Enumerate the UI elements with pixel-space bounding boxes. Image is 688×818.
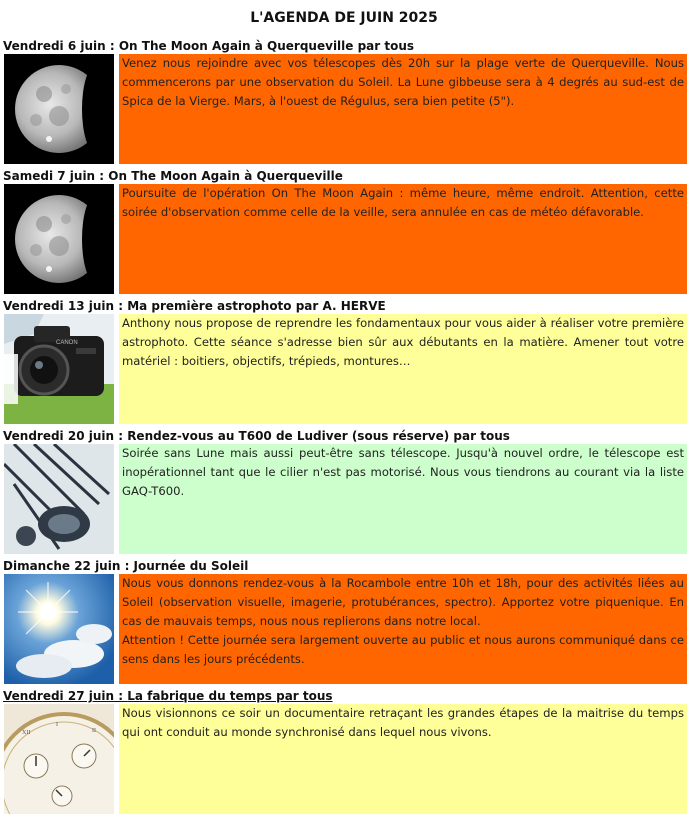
event-heading: Samedi 7 juin : On The Moon Again à Querqueville <box>3 169 343 183</box>
event-heading: Dimanche 22 juin : Journée du Soleil <box>3 559 249 573</box>
event-description-note: Attention ! Cette journée sera largement ouverte au public et nous aurons communiqué dans ce sens dans les jours précédents. <box>122 633 684 666</box>
moon-photo <box>4 54 114 164</box>
sun-photo <box>4 574 114 684</box>
svg-text:XII: XII <box>22 730 31 736</box>
moon-photo <box>4 184 114 294</box>
event-june-13 <box>3 298 687 426</box>
svg-text:I: I <box>56 722 58 728</box>
clock-photo <box>4 704 114 814</box>
event-date: Dimanche 22 juin <box>3 559 121 573</box>
event-june-27 <box>3 688 687 816</box>
event-description: Venez nous rejoindre avec vos télescopes dès 20h sur la plage verte de Querqueville. Nous commencerons par une observation du Soleil. La Lune gibbeuse sera à 4 degrés au sud-est de Spica de la Vierge. Mars, à l'ouest de Régulus, sera bien petite (5"). <box>119 54 687 164</box>
event-date: Vendredi 6 juin <box>3 39 106 53</box>
svg-text:CANON: CANON <box>56 340 78 346</box>
event-heading: Vendredi 13 juin : Ma première astrophoto par A. HERVE <box>3 299 386 313</box>
event-name: Ma première astrophoto par A. HERVE <box>127 299 386 313</box>
event-description: Nous visionnons ce soir un documentaire retraçant les grandes étapes de la maitrise du temps qui ont conduit au monde synchronisé dans lequel nous vivons. <box>119 704 687 814</box>
event-date: Samedi 7 juin <box>3 169 96 183</box>
event-name: On The Moon Again à Querqueville par tous <box>118 39 415 53</box>
event-date: Vendredi 13 juin <box>3 299 115 313</box>
event-june-22 <box>3 558 687 686</box>
event-description: Anthony nous propose de reprendre les fondamentaux pour vous aider à réaliser votre première astrophoto. Cette séance s'adresse bien sûr aux débutants en la matière. Amener tout votre matériel : boitiers, objectifs, trépieds, montures… <box>119 314 687 424</box>
event-date: Vendredi 20 juin <box>3 429 115 443</box>
telescope-photo <box>4 444 114 554</box>
camera-photo <box>4 314 114 424</box>
event-heading: Vendredi 27 juin : La fabrique du temps par tous <box>3 689 333 703</box>
event-name: On The Moon Again à Querqueville <box>108 169 343 183</box>
event-june-6 <box>3 38 687 166</box>
event-description: Soirée sans Lune mais aussi peut-être sans télescope. Jusqu'à nouvel ordre, le télescope est inopérationnel tant que le cilier n'est pas motorisé. Nous vous tiendrons au courant via la liste GAQ-T600. <box>119 444 687 554</box>
event-description <box>119 574 687 684</box>
agenda-title: L'AGENDA DE JUIN 2025 <box>250 10 438 26</box>
event-june-20 <box>3 428 687 556</box>
event-name: Journée du Soleil <box>133 559 249 573</box>
event-heading: Vendredi 6 juin : On The Moon Again à Querqueville par tous <box>3 39 415 53</box>
event-name: Rendez-vous au T600 de Ludiver (sous réserve) par tous <box>127 429 510 443</box>
event-june-7 <box>3 168 687 296</box>
event-date: Vendredi 27 juin <box>3 689 115 703</box>
event-description: Poursuite de l'opération On The Moon Again : même heure, même endroit. Attention, cette soirée d'observation comme celle de la veille, sera annulée en cas de météo défavorable. <box>119 184 687 294</box>
event-name: La fabrique du temps par tous <box>127 689 333 703</box>
svg-text:II: II <box>92 728 96 734</box>
event-heading: Vendredi 20 juin : Rendez-vous au T600 de Ludiver (sous réserve) par tous <box>3 429 510 443</box>
event-description-main: Nous vous donnons rendez-vous à la Rocambole entre 10h et 18h, pour des activités liées au Soleil (observation visuelle, imagerie, protubérances, spectro). Apportez votre piquenique. En cas de mauvais temps, nous nous replierons dans notre local. <box>122 576 684 628</box>
